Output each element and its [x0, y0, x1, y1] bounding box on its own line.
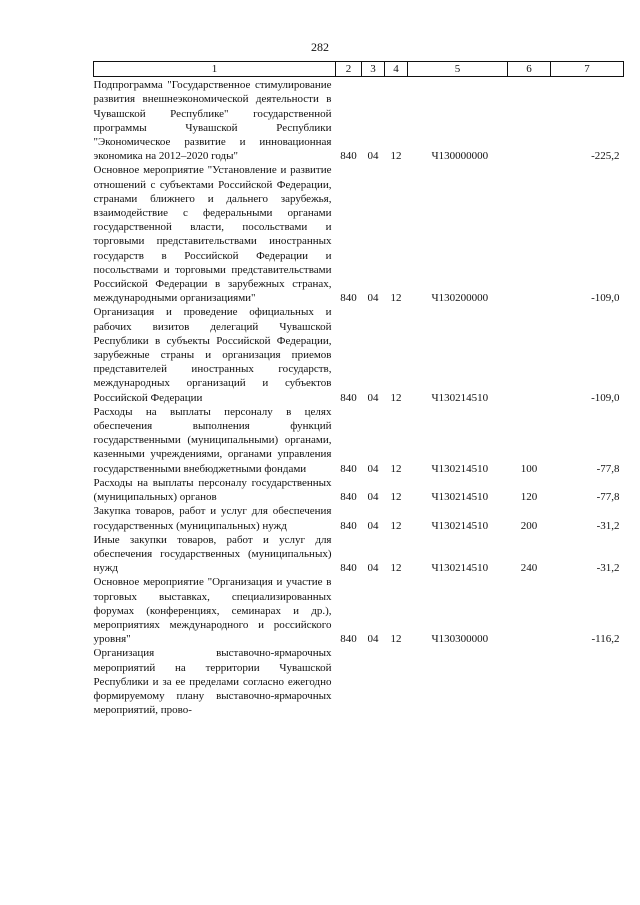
- row-name: Закупка товаров, работ и услуг для обеспечения государственных (муниципальных) нужд: [93, 505, 332, 532]
- row-name: Расходы на выплаты персоналу в целях обеспечения выполнения функций государственными (муниципальными) органами, казенными учреждениями, органами управления государственными внебюджетными фондами: [93, 405, 332, 475]
- column-header-4: 4: [385, 62, 408, 77]
- row-amount: -225,2: [591, 150, 620, 163]
- row-name: Организация и проведение официальных и рабочих визитов делегаций Чувашской Республики в субъекты Российской Федерации, зарубежные страны и организация приемов представителей иностранных государств, международных организаций и субъектов Российской Федерации: [93, 306, 332, 404]
- row-expense-type: 120: [520, 491, 538, 504]
- column-header-7: 7: [551, 62, 624, 77]
- row-target-code: Ч130000000: [431, 150, 489, 163]
- row-ministry-code: 840: [340, 491, 357, 504]
- row-target-code: Ч130214510: [431, 391, 489, 404]
- row-section-code: 04: [367, 150, 379, 163]
- table-row: [94, 504, 624, 532]
- row-subsection-code: 12: [390, 150, 402, 163]
- row-section-code: 04: [367, 519, 379, 532]
- row-target-code: Ч130214510: [431, 519, 489, 532]
- row-expense-type: [508, 575, 551, 646]
- row-expense-type: [508, 305, 551, 404]
- table-row: [94, 575, 624, 646]
- row-section-code: 04: [367, 633, 379, 646]
- row-name: Организация выставочно-ярмарочных мероприятий на территории Чувашской Республики и за ее пределами согласно ежегодно формируемому плану выставочно-ярмарочных мероприятий, прово-: [93, 647, 332, 717]
- table-row: [94, 305, 624, 404]
- table-row: [94, 77, 624, 164]
- row-name: Иные закупки товаров, работ и услуг для обеспечения государственных (муниципальных) нужд: [93, 533, 332, 575]
- row-expense-type: [508, 77, 551, 164]
- row-target-code: [408, 646, 508, 717]
- row-ministry-code: 840: [340, 462, 357, 475]
- row-expense-type: 100: [520, 462, 538, 475]
- column-header-2: 2: [336, 62, 362, 77]
- row-subsection-code: 12: [390, 292, 402, 305]
- row-amount: -109,0: [591, 292, 620, 305]
- row-section-code: 04: [367, 391, 379, 404]
- row-section-code: [362, 646, 385, 717]
- row-name: Подпрограмма "Государственное стимулирование развития внешнеэкономической деятельности в Чувашской Республике" государственной программы Чувашской Республики "Экономическое развитие и инновационная экономика на 2012–2020 годы": [93, 79, 332, 163]
- row-amount: -77,8: [596, 491, 620, 504]
- column-header-5: 5: [408, 62, 508, 77]
- page-number: 282: [311, 40, 329, 54]
- table-header-row: [94, 62, 624, 77]
- row-subsection-code: 12: [390, 562, 402, 575]
- row-ministry-code: 840: [340, 150, 357, 163]
- column-header-1: 1: [94, 62, 336, 77]
- table-row: [94, 476, 624, 504]
- row-target-code: Ч130300000: [431, 633, 489, 646]
- row-target-code: Ч130214510: [431, 491, 489, 504]
- table-row: [94, 646, 624, 717]
- row-subsection-code: 12: [390, 391, 402, 404]
- row-ministry-code: 840: [340, 519, 357, 532]
- row-subsection-code: 12: [390, 462, 402, 475]
- row-amount: -116,2: [591, 633, 620, 646]
- row-ministry-code: 840: [340, 633, 357, 646]
- row-subsection-code: 12: [390, 491, 402, 504]
- table-row: [94, 163, 624, 305]
- row-subsection-code: 12: [390, 519, 402, 532]
- row-ministry-code: 840: [340, 562, 357, 575]
- row-target-code: Ч130214510: [431, 462, 489, 475]
- row-name: Основное мероприятие "Установление и развитие отношений с субъектами Российской Федерации, странами ближнего и дальнего зарубежья, взаимодействие с федеральными органами государственной власти, посольствами и торговыми представительствами иностранных государств в Российской Федерации и посольствами и торговыми представительствами Российской Федерации в зарубежных странах, международными организациями": [93, 164, 332, 305]
- row-section-code: 04: [367, 292, 379, 305]
- row-subsection-code: [385, 646, 408, 717]
- row-amount: -109,0: [591, 391, 620, 404]
- column-header-3: 3: [362, 62, 385, 77]
- row-expense-type: [508, 163, 551, 305]
- row-subsection-code: 12: [390, 633, 402, 646]
- row-amount: -31,2: [596, 562, 620, 575]
- row-target-code: Ч130200000: [431, 292, 489, 305]
- row-expense-type: [508, 646, 551, 717]
- row-section-code: 04: [367, 491, 379, 504]
- budget-table: [93, 61, 624, 717]
- row-name: Расходы на выплаты персоналу государственных (муниципальных) органов: [93, 476, 332, 504]
- row-amount: -77,8: [596, 462, 620, 475]
- row-expense-type: 200: [520, 519, 538, 532]
- row-section-code: 04: [367, 462, 379, 475]
- row-amount: -31,2: [596, 519, 620, 532]
- table-row: [94, 405, 624, 476]
- row-amount: [551, 646, 624, 717]
- row-ministry-code: 840: [340, 391, 357, 404]
- row-name: Основное мероприятие "Организация и участие в торговых выставках, специализированных форумах (конференциях, семинарах и др.), мероприятиях международного и российского уровня": [93, 576, 332, 646]
- row-ministry-code: 840: [340, 292, 357, 305]
- row-ministry-code: [336, 646, 362, 717]
- row-expense-type: 240: [520, 562, 538, 575]
- column-header-6: 6: [508, 62, 551, 77]
- table-row: [94, 533, 624, 576]
- row-section-code: 04: [367, 562, 379, 575]
- row-target-code: Ч130214510: [431, 562, 489, 575]
